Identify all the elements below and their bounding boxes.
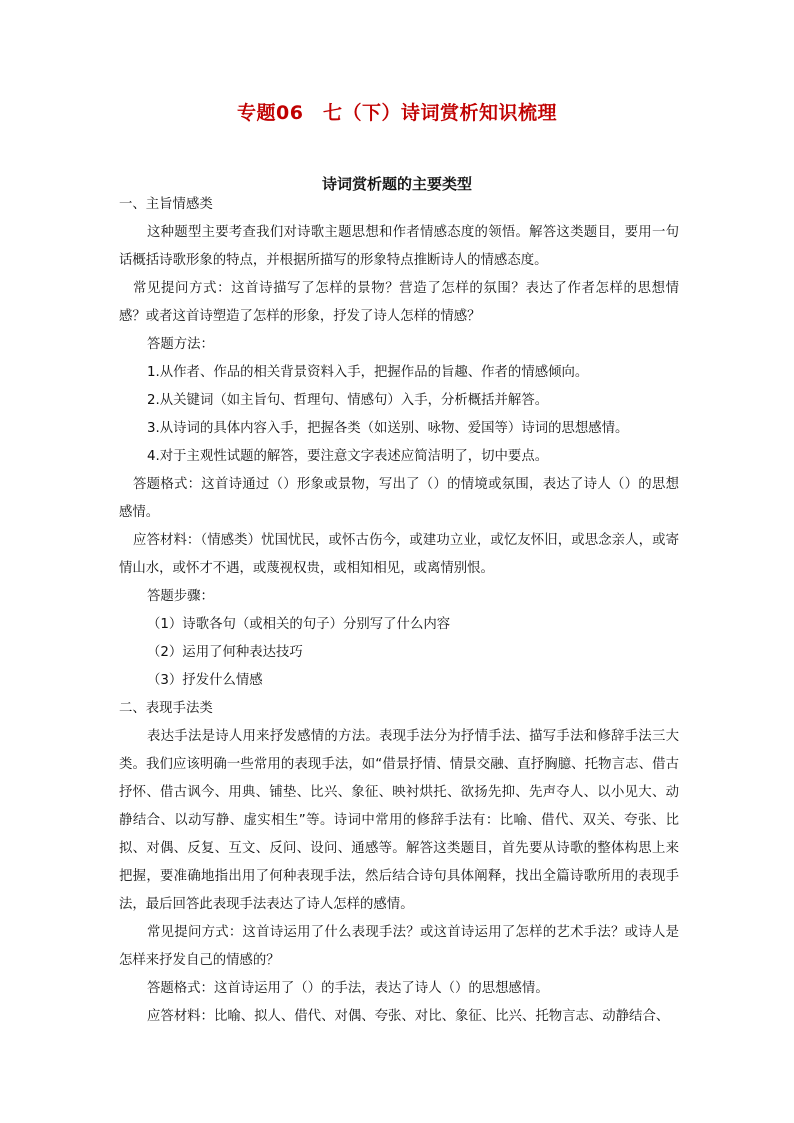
method-item: 4.对于主观性试题的解答，要注意文字表述应简洁明了，切中要点。 — [147, 449, 549, 464]
section2-heading: 二、表现手法类 — [119, 701, 213, 716]
section1-materials: 应答材料：（情感类）忧国忧民，或怀古伤今，或建功立业，或忆友怀旧，或思念亲人，或寄情山水，或怀才不遇，或蔑视权贵，或相知相见，或离情别恨。 — [119, 533, 679, 576]
section-subtitle: 诗词赏析题的主要类型 — [321, 175, 472, 193]
document-title: 专题06 七（下）诗词赏析知识梳理 — [237, 102, 557, 124]
section1-steps-label: 答题步骤： — [147, 589, 214, 604]
method-item: 2.从关键词（如主旨句、哲理句、情感句）入手，分析概括并解答。 — [147, 393, 549, 408]
section1-intro: 这种题型主要考查我们对诗歌主题思想和作者情感态度的领悟。解答这类题目，要用一句话概括诗歌形象的特点，并根据所描写的形象特点推断诗人的情感态度。 — [119, 225, 679, 268]
section1-method-label: 答题方法： — [147, 337, 214, 352]
section1-answer-format: 答题格式：这首诗通过（）形象或景物，写出了（）的情境或氛围，表达了诗人（）的思想感情。 — [119, 477, 679, 520]
step-item: （3）抒发什么情感 — [147, 673, 263, 688]
section1-question-forms: 常见提问方式：这首诗描写了怎样的景物？营造了怎样的氛围？表达了作者怎样的思想情感？或者这首诗塑造了怎样的形象，抒发了诗人怎样的情感？ — [119, 281, 679, 324]
step-item: （1）诗歌各句（或相关的句子）分别写了什么内容 — [147, 617, 451, 632]
section1-heading: 一、主旨情感类 — [119, 197, 213, 212]
method-item: 1.从作者、作品的相关背景资料入手，把握作品的旨趣、作者的情感倾向。 — [147, 365, 589, 380]
section2-materials: 应答材料：比喻、拟人、借代、对偶、夸张、对比、象征、比兴、托物言志、动静结合、 — [147, 1009, 670, 1024]
section2-question-forms: 常见提问方式：这首诗运用了什么表现手法？或这首诗运用了怎样的艺术手法？或诗人是怎样来抒发自己的情感的？ — [119, 925, 679, 968]
section2-answer-format: 答题格式：这首诗运用了（）的手法，表达了诗人（）的思想感情。 — [147, 981, 549, 996]
method-item: 3.从诗词的具体内容入手，把握各类（如送别、咏物、爱国等）诗词的思想感情。 — [147, 421, 629, 436]
section2-intro: 表达手法是诗人用来抒发感情的方法。表现手法分为抒情手法、描写手法和修辞手法三大类。我们应该明确一些常用的表现手法，如“借景抒情、情景交融、直抒胸臆、托物言志、借古抒怀、借古讽今、用典、铺垫、比兴、象征、映衬烘托、欲扬先抑、先声夺人、以小见大、动静结合、以动写静、虚实相生”等。诗词中常用的修辞手法有：比喻、借代、双关、夸张、比拟、对偶、反复、互文、反问、设问、通感等。解答这类题目，首先要从诗歌的整体构思上来把握，要准确地指出用了何种表现手法，然后结合诗句具体阐释，找出全篇诗歌所用的表现手法，最后回答此表现手法表达了诗人怎样的感情。 — [119, 729, 679, 912]
step-item: （2）运用了何种表达技巧 — [147, 645, 303, 660]
document-body — [119, 191, 679, 1031]
